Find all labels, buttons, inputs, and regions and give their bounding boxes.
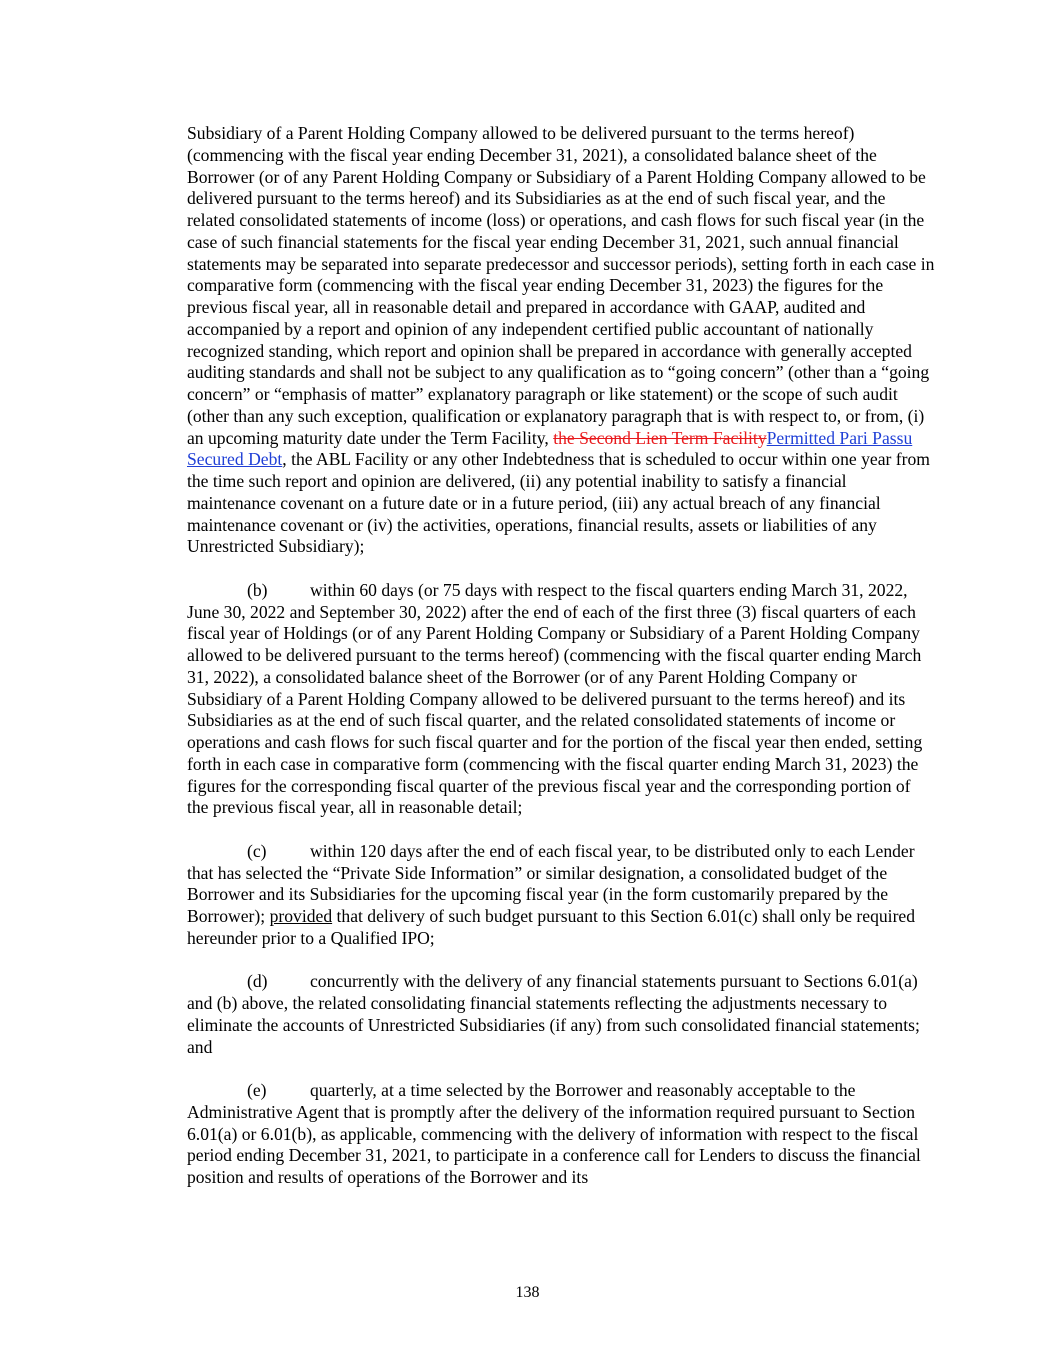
paragraph-d-label: (d) — [247, 971, 268, 992]
page-number: 138 — [515, 1284, 540, 1301]
paragraph-c-label: (c) — [247, 840, 267, 861]
paragraph-b — [187, 580, 935, 819]
paragraph-e-label: (e) — [247, 1080, 267, 1100]
paragraph-e-text: quarterly, at a time selected by the Borrower and reasonably acceptable to the Administrative Agent that is promptly after the delivery of the information required pursuant to Section 6.01(a) or 6.01(b), as applicable, commencing with the delivery of information with respect to the fiscal period ending December 31, 2021, to participate in a conference call for Lenders to discuss the financial position and results of operations of the Borrower and its — [187, 1080, 921, 1187]
paragraph-d — [187, 971, 935, 1058]
document-body — [187, 123, 935, 1211]
paragraph-a-text-part-1: Subsidiary of a Parent Holding Company allowed to be delivered pursuant to the terms hereof) (commencing with the fiscal year ending December 31, 2021), a consolidated balance sheet of the Borrower (or of any Parent Holding Company or Subsidiary of a Parent Holding Company allowed to be delivered pursuant to the terms hereof) and its Subsidiaries as at the end of such fiscal year, and the related consolidated statements of income (loss) or operations, and cash flows for such fiscal year (in the case of such financial statements for the fiscal year ending December 31, 2021, such annual financial statements may be separated into separate predecessor and successor periods), setting forth in each case in comparative form (commencing with the fiscal year ending December 31, 2023) the figures for the previous fiscal year, all in reasonable detail and prepared in accordance with GAAP, audited and accompanied by a report and opinion of any independent certified public accountant of nationally recognized standing, which report and opinion shall be prepared in accordance with generally accepted auditing standards and shall not be subject to any qualification as to “going concern” (other than a “going concern” or “emphasis of matter” explanatory paragraph or like statement) or the scope of such audit (other than any such exception, qualification or explanatory paragraph that is with respect to, or from, (i) an upcoming maturity date under the Term Facility, — [187, 123, 935, 448]
deleted-text-redline: the Second Lien Term Facility — [553, 427, 767, 448]
paragraph-a-text-part-2: , the ABL Facility or any other Indebtedness that is scheduled to occur within one year from the time such report and opinion are delivered, (ii) any potential inability to satisfy a financial maintenance covenant on a future date or in a future period, (iii) any actual breach of any financial maintenance covenant or (iv) the activities, operations, financial results, assets or liabilities of any Unrestricted Subsidiary); — [187, 449, 930, 557]
paragraph-a-continued — [187, 123, 935, 558]
inserted-text-redline: Permitted Pari Passu Secured Debt — [187, 427, 913, 470]
paragraph-c — [187, 841, 935, 950]
paragraph-c-text-part-1: within 120 days after the end of each fiscal year, to be distributed only to each Lender that has selected the “Private Side Information” or similar designation, a consolidated budget of the Borrower and its Subsidiaries for the upcoming fiscal year (in the form customarily prepared by the Borrower); — [187, 840, 915, 926]
paragraph-b-text: within 60 days (or 75 days with respect to the fiscal quarters ending March 31, 2022, June 30, 2022 and September 30, 2022) after the end of each of the first three (3) fiscal quarters of each fiscal year of Holdings (or of any Parent Holding Company or Subsidiary of a Parent Holding Company allowed to be delivered pursuant to the terms hereof) (commencing with the fiscal quarter ending March 31, 2022), a consolidated balance sheet of the Borrower (or of any Parent Holding Company or Subsidiary of a Parent Holding Company allowed to be delivered pursuant to the terms hereof) and its Subsidiaries as at the end of such fiscal quarter, and the related consolidated statements of income or operations and cash flows for such fiscal quarter and for the portion of the fiscal year then ended, setting forth in each case in comparative form (commencing with the fiscal quarter ending March 31, 2023) the figures for the corresponding fiscal quarter of the previous fiscal year and the corresponding portion of the previous fiscal year, all in reasonable detail; — [187, 579, 923, 818]
paragraph-c-text-part-2: that delivery of such budget pursuant to this Section 6.01(c) shall only be required hereunder prior to a Qualified IPO; — [187, 906, 916, 948]
paragraph-d-text: concurrently with the delivery of any financial statements pursuant to Sections 6.01(a) and (b) above, the related consolidating financial statements reflecting the adjustments necessary to eliminate the accounts of Unrestricted Subsidiaries (if any) from such consolidated financial statements; and — [187, 971, 920, 1057]
paragraph-b-label: (b) — [247, 579, 268, 600]
paragraph-e — [187, 1080, 935, 1189]
underlined-provided: provided — [269, 906, 333, 926]
